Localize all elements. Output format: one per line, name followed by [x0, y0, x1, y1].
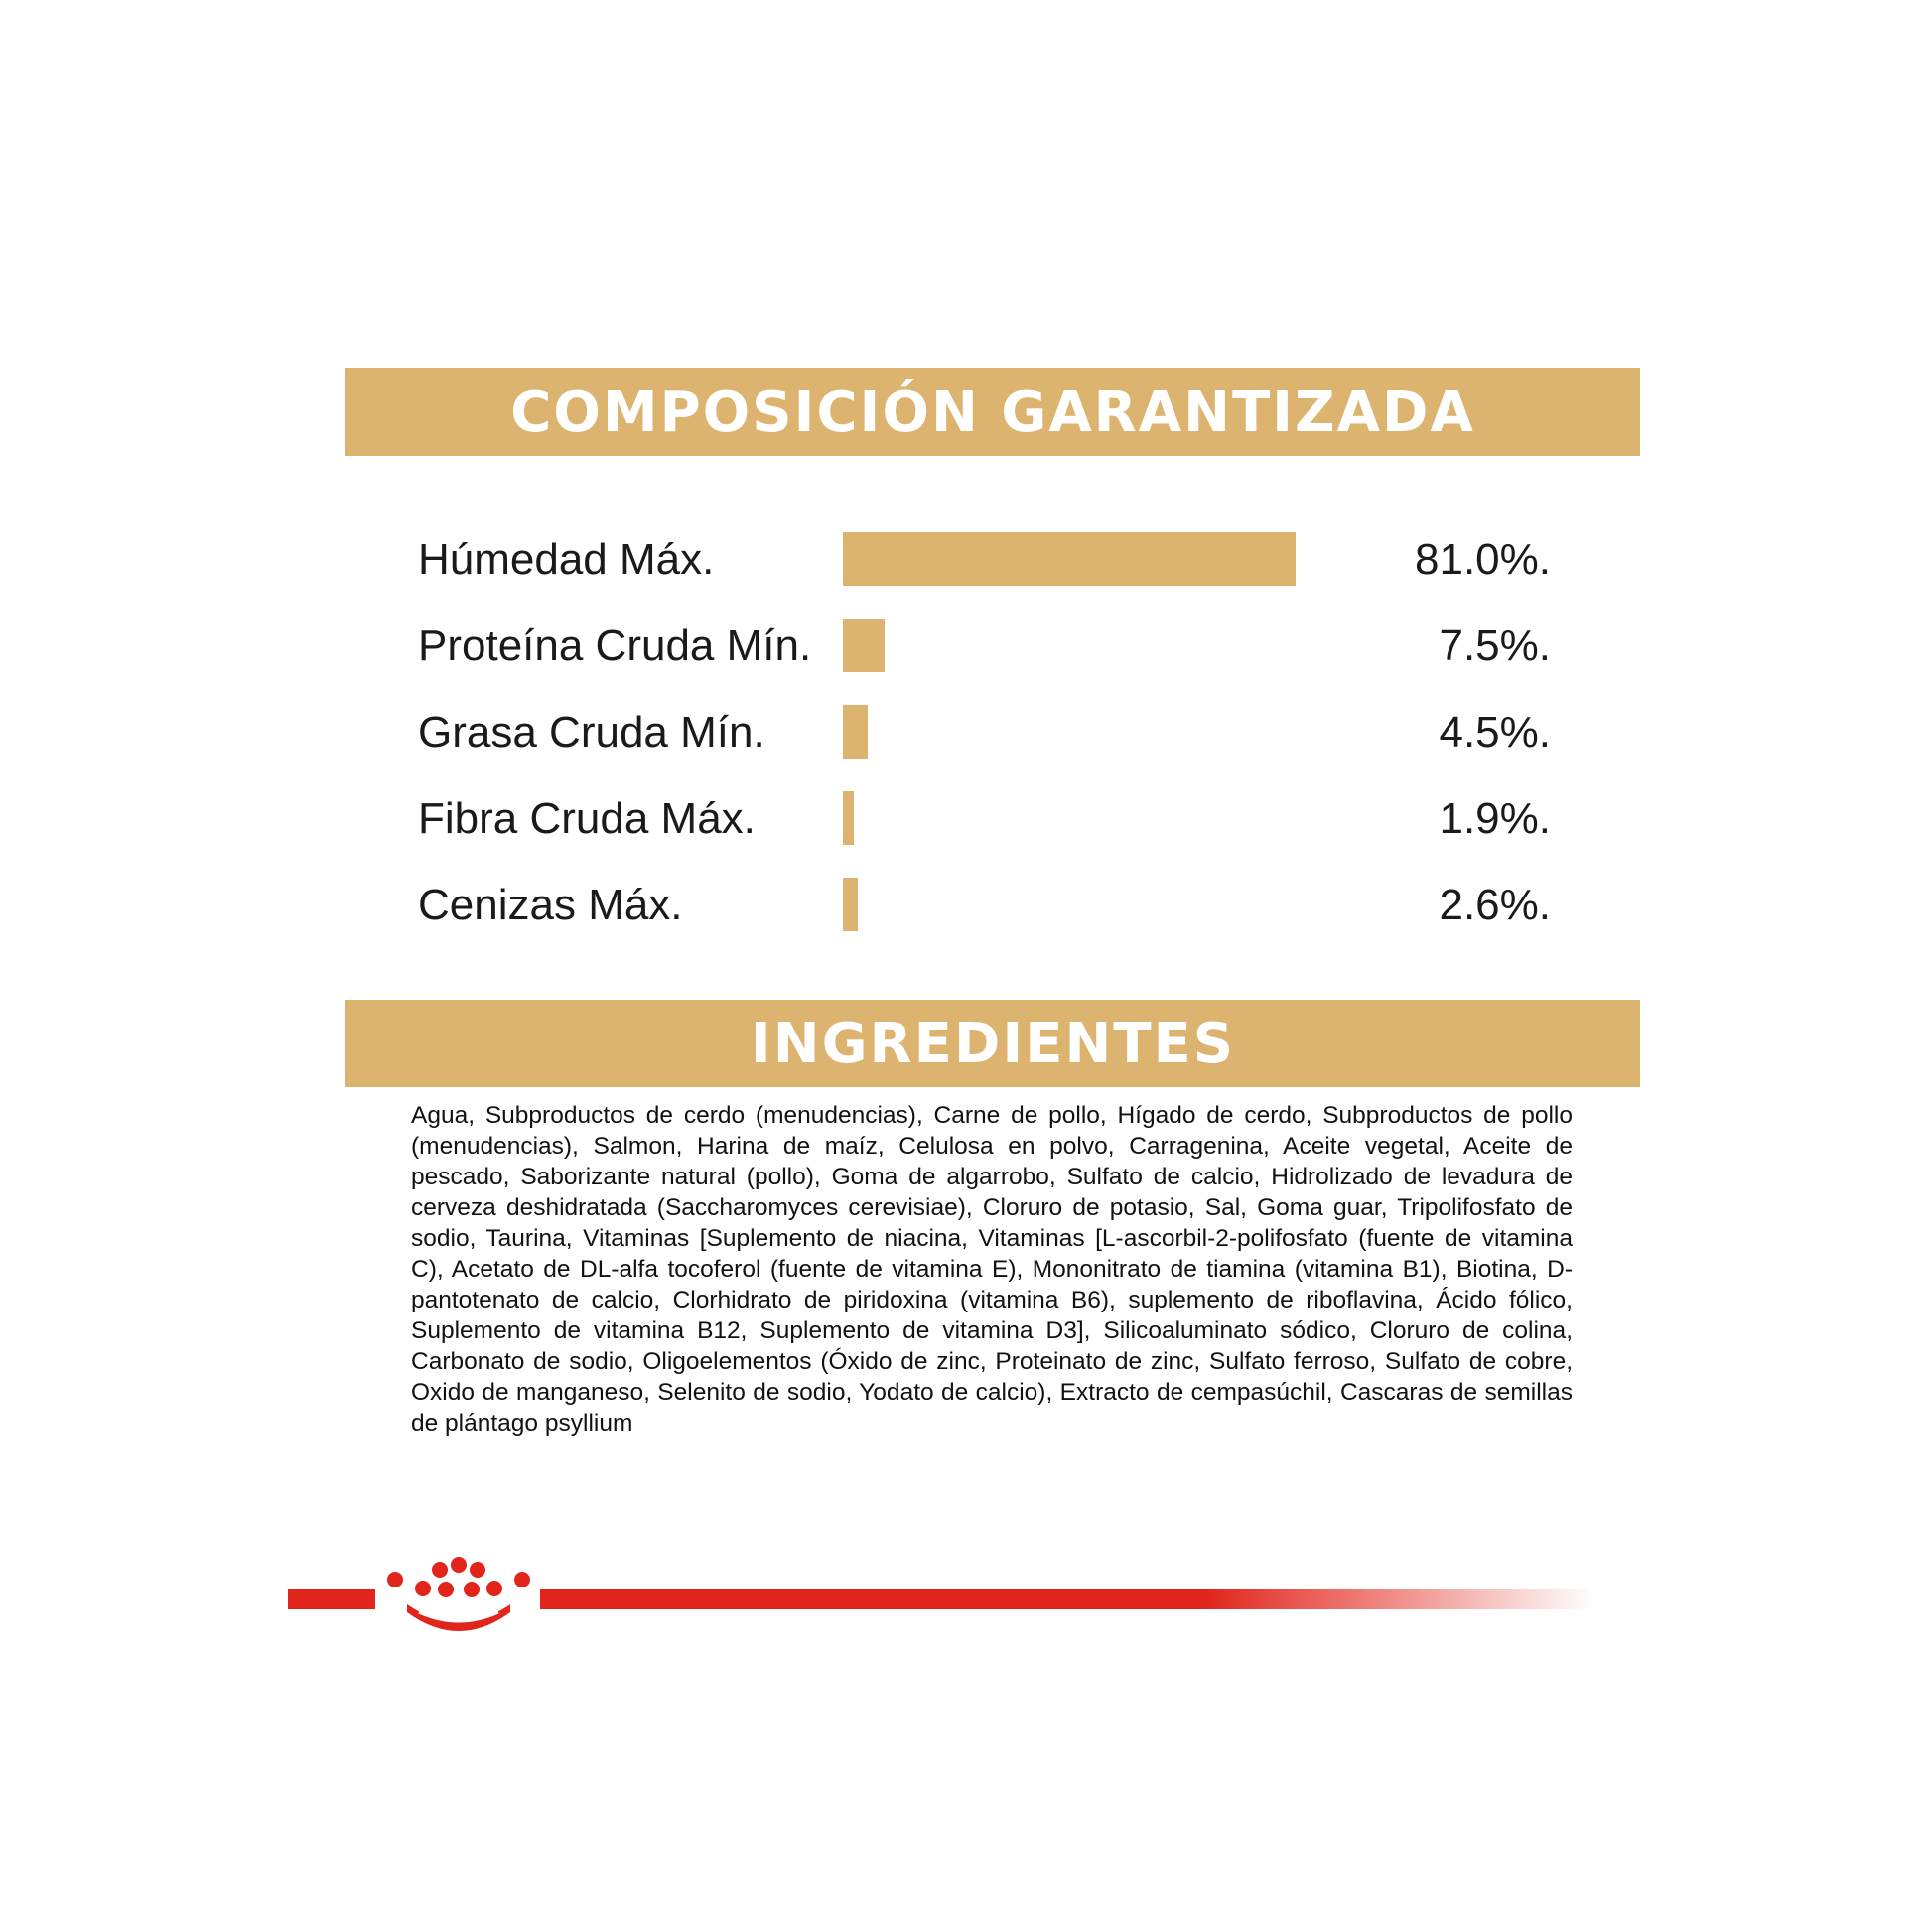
footer-line-right — [540, 1589, 1594, 1609]
row-bar — [843, 532, 1296, 586]
row-label: Cenizas Máx. — [418, 881, 683, 929]
row-value: 81.0%. — [1415, 535, 1551, 584]
row-label: Grasa Cruda Mín. — [418, 708, 765, 757]
composition-row — [0, 619, 1932, 674]
ingredients-title: INGREDIENTES — [750, 1011, 1236, 1076]
composition-row — [0, 878, 1932, 933]
ingredients-text: Agua, Subproductos de cerdo (menudencias), Carne de pollo, Hígado de cerdo, Subproductos de pollo (menudencias), Salmon, Harina de maíz, Celulosa en polvo, Carragenina, Aceite vegetal, Aceite de pescado, Saborizante natural (pollo), Goma de algarrobo, Sulfato de calcio, Hidrolizado de levadura de cerveza deshidratada (Saccharomyces cerevisiae), Cloruro de potasio, Sal, Goma guar, Tripolifosfato de sodio, Taurina, Vitaminas [Suplemento de niacina, Vitaminas [L-ascorbil-2-polifosfato (fuente de vitamina C), Acetato de DL-alfa tocoferol (fuente de vitamina E), Mononitrato de tiamina (vitamina B1), Biotina, D-pantotenato de calcio, Clorhidrato de piridoxina (vitamina B6), suplemento de riboflavina, Ácido fólico, Suplemento de vitamina B12, Suplemento de vitamina D3], Silicoaluminato sódico, Cloruro de colina, Carbonato de sodio, Oligoelementos (Óxido de zinc, Proteinato de zinc, Sulfato ferroso, Sulfato de cobre, Oxido de manganeso, Selenito de sodio, Yodato de calcio), Extracto de cempasúchil, Cascaras de semillas de plántago psyllium — [411, 1102, 1573, 1437]
row-value: 4.5%. — [1439, 708, 1551, 757]
row-bar — [843, 705, 868, 759]
row-label: Húmedad Máx. — [418, 535, 715, 584]
row-bar — [843, 791, 854, 845]
composition-row — [0, 791, 1932, 847]
row-value: 7.5%. — [1439, 621, 1551, 670]
row-label: Fibra Cruda Máx. — [418, 794, 756, 843]
composition-banner — [345, 368, 1640, 456]
composition-row — [0, 705, 1932, 760]
row-bar — [843, 878, 858, 931]
ingredients-banner — [345, 1000, 1640, 1087]
row-bar — [843, 619, 885, 672]
row-value: 1.9%. — [1439, 794, 1551, 843]
row-label: Proteína Cruda Mín. — [418, 621, 812, 670]
royal-canin-crown-icon — [385, 1555, 532, 1638]
composition-title: COMPOSICIÓN GARANTIZADA — [510, 379, 1475, 445]
footer-line-left — [288, 1589, 375, 1609]
row-value: 2.6%. — [1439, 881, 1551, 929]
composition-row — [0, 532, 1932, 588]
